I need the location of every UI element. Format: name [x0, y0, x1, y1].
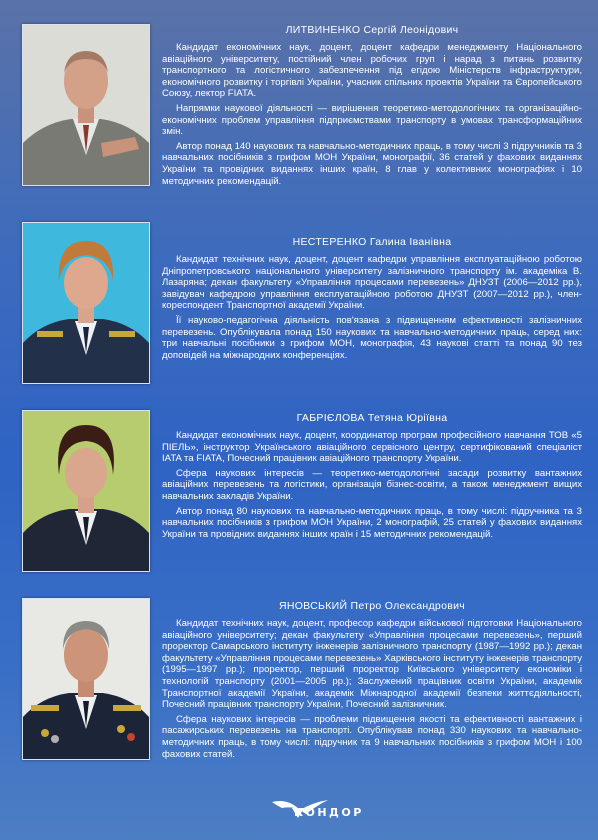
- author-photo-4: [22, 598, 150, 760]
- portrait-man-suit-image: [23, 25, 149, 185]
- author-photo-2: [22, 222, 150, 384]
- author-text-4: [162, 600, 582, 763]
- publisher-logo: [270, 796, 380, 826]
- author-bio-paragraph: Кандидат технічних наук, доцент, доцент кафедри управління експлуатаційною роботою Дніпропетровського національного університету залізничного транспорту ім. академіка В. Лазаряна; декан факультету «Управління процесами перевезень» ДНУЗТ (2006—2012 рр.), завідувач кафедрою управління експлуатаційною роботою ДНУЗТ (2007—2012 рр.), член-кореспондент Транспортної академії України.: [162, 254, 582, 312]
- portrait-man-uniform-medals-image: [23, 599, 149, 759]
- author-name: НЕСТЕРЕНКО Галина Іванівна: [292, 236, 452, 248]
- publisher-name: КОНДОР: [294, 806, 364, 819]
- author-text-2: [162, 236, 582, 364]
- author-bio-paragraph: Кандидат економічних наук, доцент, доцент кафедри менеджменту Національного авіаційного університету, постійний член робочих груп і нарад з питань розвитку транспортного та логістичного забезпечення під егідою Міністерств інфраструктури, економічного розвитку і торгівлі України, учасник спільних проектів України та Європейського Союзу, лектор FIATA.: [162, 42, 582, 100]
- author-name: ЛИТВИНЕНКО Сергій Леонідович: [285, 24, 459, 36]
- author-photo-3: [22, 410, 150, 572]
- author-bio-paragraph: Її науково-педагогічна діяльність пов'язана з підвищенням ефективності залізничних перевезень. Опублікувала понад 150 наукових та навчально-методичних праць, серед них: три навчальні посібники з грифом МОН, монографія, 43 наукові статті та понад 90 тез доповідей на міжнародних конференціях.: [162, 314, 582, 361]
- author-bio-paragraph: Сфера наукових інтересів — теоретико-методологічні засади розвитку вантажних авіаційних перевезень та логістики, організація бізнес-освіти, а також менеджмент вищих навчальних закладів України.: [162, 467, 582, 502]
- portrait-woman-uniform-image: [23, 223, 149, 383]
- author-bio-paragraph: Автор понад 80 наукових та навчально-методичних праць, в тому числі: підручника та 3 навчальних посібників з грифом МОН України, 2 монографій, 25 статей у фахових виданнях України та провідних виданнях інших країн і 15 методичних рекомендацій.: [162, 505, 582, 540]
- author-bio-paragraph: Напрямки наукової діяльності — вирішення теоретико-методологічних та організаційно-економічних проблем управління підприємствами транспорту в умовах трансформаційних змін.: [162, 102, 582, 138]
- portrait-woman-aviation-uniform-image: [23, 411, 149, 571]
- author-photo-1: [22, 24, 150, 186]
- author-bio-paragraph: Автор понад 140 наукових та навчально-методичних праць, в тому числі 3 підручників та 3 навчальних посібників з грифом МОН України, монографії, 36 статей у фахових виданнях України та провідних виданнях інших країн, 8 глав у колективних монографіях і 10 методичних рекомендацій.: [162, 140, 582, 187]
- author-bio-paragraph: Кандидат економічних наук, доцент, координатор програм професійного навчання ТОВ «5 ПІЕЛЬ», інструктор Українського авіаційного сервісного центру, сертифікований спеціаліст IATA та FIATA, Почесний працівник авіаційного транспорту України.: [162, 430, 582, 465]
- author-bio-paragraph: Кандидат технічних наук, доцент, професор кафедри військової підготовки Національного авіаційного університету; декан факультету «Управління процесами перевезень», перший проректор Самарського інституту інженерів залізничного транспорту (1987—1992 рр.); декан факультету «Управління процесами перевезень» Харківського інституту інженерів транспорту (1995—1997 рр.); проректор, перший проректор Київського університету економіки і технологій транспорту (2001—2005 рр.); Заслужений працівник освіти України, академік Транспортної академії України, академік Міжнародної академії безпеки життєдіяльності, Почесний працівник транспорту України, Почесний залізничник.: [162, 618, 582, 711]
- author-bio-paragraph: Сфера наукових інтересів — проблеми підвищення якості та ефективності вантажних і пасажирських перевезень на транспорті. Опублікував понад 330 наукових та навчально-методичних праць, в тому числі: підручник та 9 навчальних посібників з грифом МОН і 100 фахових статей.: [162, 713, 582, 760]
- author-text-1: [162, 24, 582, 190]
- author-name: ЯНОВСЬКИЙ Петро Олександрович: [278, 600, 466, 612]
- author-name: ГАБРІЄЛОВА Тетяна Юріївна: [296, 412, 448, 424]
- author-text-3: [162, 412, 582, 543]
